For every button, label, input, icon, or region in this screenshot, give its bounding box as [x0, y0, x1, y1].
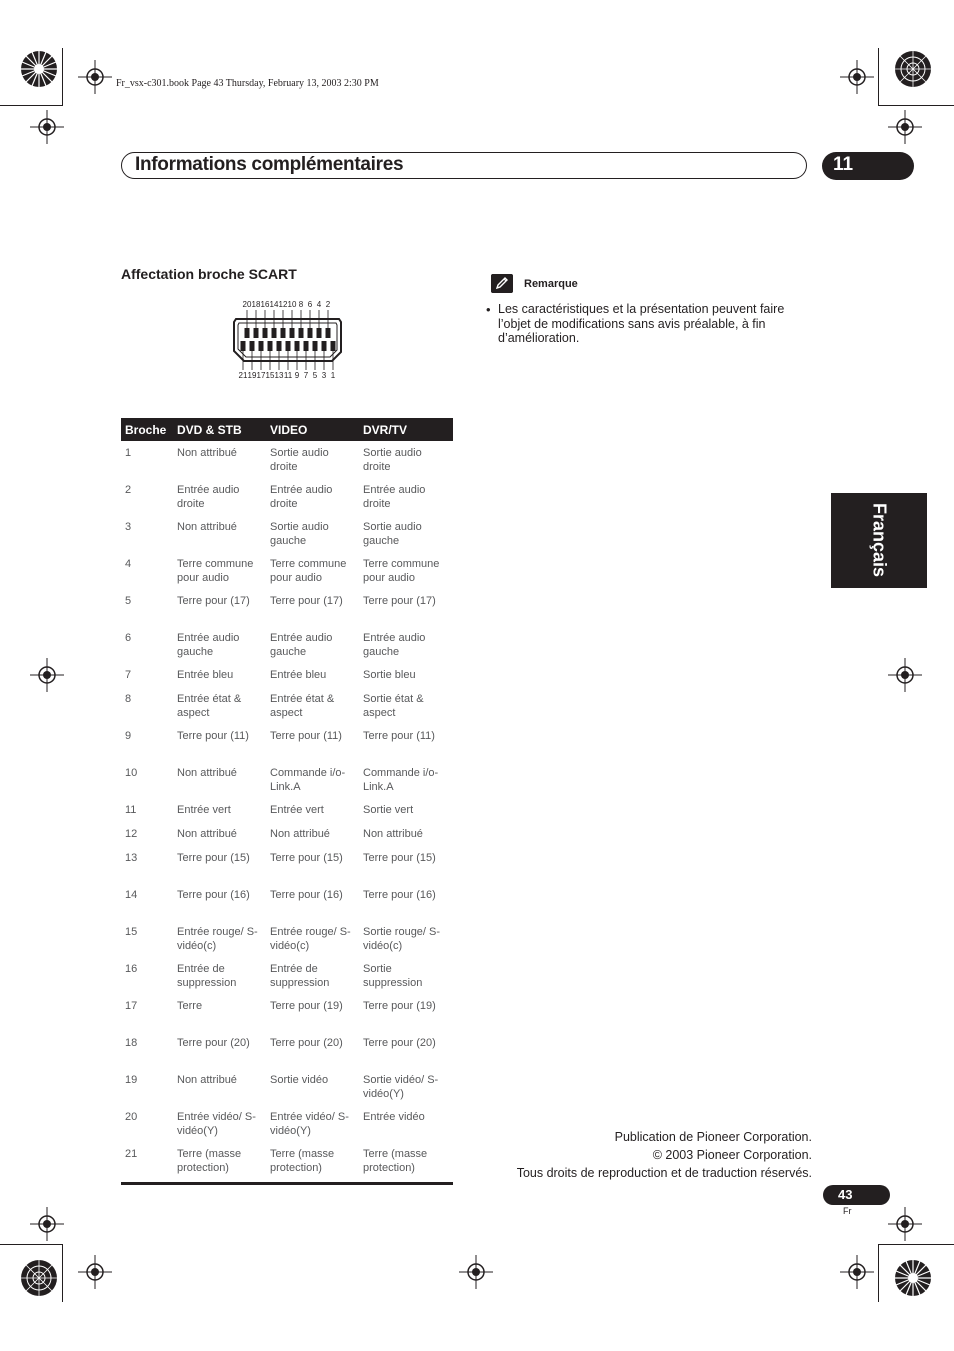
pin-number-cell: 18 — [125, 1037, 138, 1049]
table-cell: Terre pour (11) — [177, 730, 249, 742]
table-row — [121, 1031, 453, 1068]
table-cell: Terre pour (11) — [363, 730, 435, 742]
table-cell: Terre pour (17) — [270, 595, 343, 607]
table-cell: Sortie audio gauche — [363, 521, 422, 547]
page-number: 43 — [838, 1187, 853, 1202]
table-row — [121, 552, 453, 589]
table-cell: Sortie état & aspect — [363, 693, 424, 719]
table-cell: Entrée rouge/ S-vidéo(c) — [177, 926, 258, 952]
pin-contact — [254, 328, 259, 338]
table-cell: Terre pour (20) — [363, 1037, 436, 1049]
table-cell: Terre pour (15) — [270, 852, 343, 864]
pin-label-top: 6 — [307, 300, 313, 309]
pin-label-bottom: 19 — [247, 371, 257, 380]
column-header-dvd-stb: DVD & STB — [173, 418, 266, 441]
table-row — [121, 994, 453, 1031]
pin-contact — [326, 328, 331, 338]
language-code: Fr — [843, 1206, 852, 1216]
pin-label-top: 16 — [260, 300, 270, 309]
pin-label-top: 14 — [269, 300, 279, 309]
table-cell: Entrée vidéo/ S-vidéo(Y) — [270, 1111, 349, 1137]
table-cell: Entrée vidéo/ S-vidéo(Y) — [177, 1111, 256, 1137]
pin-number-cell: 21 — [121, 1142, 173, 1184]
pin-label-bottom: 17 — [256, 371, 266, 380]
pin-label-bottom: 7 — [303, 371, 309, 380]
pin-number-cell: 11 — [125, 804, 137, 816]
pin-number-cell: 4 — [125, 558, 132, 570]
table-cell: Non attribué — [177, 767, 237, 779]
crop-line — [878, 105, 954, 106]
scart-pin-table — [121, 418, 453, 1185]
table-row — [121, 687, 453, 724]
table-cell: Non attribué — [270, 828, 330, 840]
table-row — [121, 589, 453, 626]
pin-number-cell: 12 — [125, 828, 138, 840]
table-cell: Sortie vidéo/ S-vidéo(Y) — [363, 1074, 439, 1100]
pin-number-cell: 14 — [125, 889, 138, 901]
calibration-wheel-icon — [20, 1259, 58, 1297]
table-cell: Sortie audio droite — [270, 447, 329, 473]
calibration-wheel-icon — [20, 50, 58, 88]
table-cell: Entrée bleu — [270, 669, 327, 681]
pin-number-cell: 10 — [125, 767, 138, 779]
table-cell: Sortie rouge/ S-vidéo(c) — [363, 926, 441, 952]
table-row — [121, 957, 453, 994]
crop-line — [62, 1244, 63, 1302]
pin-label-bottom: 3 — [321, 371, 327, 380]
print-header: Fr_vsx-c301.book Page 43 Thursday, February 13, 2003 2:30 PM — [116, 78, 379, 89]
table-row — [121, 883, 453, 920]
table-cell: Entrée état & aspect — [177, 693, 242, 719]
pin-contact — [263, 328, 268, 338]
table-cell: Sortie vidéo — [270, 1074, 329, 1086]
table-cell: Terre commune pour audio — [270, 558, 347, 584]
pin-number-cell: 19 — [125, 1074, 138, 1086]
chapter-number-badge — [822, 152, 914, 180]
footer-copyright: © 2003 Pioneer Corporation. — [652, 1148, 812, 1162]
pin-number-cell: 2 — [125, 484, 132, 496]
table-row — [121, 724, 453, 761]
table-cell: Entrée audio gauche — [363, 632, 426, 658]
registration-mark-icon — [840, 1255, 874, 1289]
pin-label-bottom: 1 — [330, 371, 336, 380]
note-label: Remarque — [524, 278, 578, 290]
table-cell: Terre pour (20) — [177, 1037, 250, 1049]
language-tab-label: Français — [869, 502, 890, 578]
table-row — [121, 1105, 453, 1142]
pin-contact — [317, 328, 322, 338]
table-cell: Entrée vert — [177, 804, 231, 816]
registration-mark-icon — [30, 110, 64, 144]
table-cell: Terre pour (16) — [363, 889, 436, 901]
pin-contact — [281, 328, 286, 338]
pin-label-bottom: 13 — [274, 371, 284, 380]
table-cell: Entrée audio droite — [363, 484, 426, 510]
chapter-number: 11 — [833, 154, 854, 175]
pin-number-cell: 8 — [125, 693, 132, 705]
table-cell: Terre (masse protection) — [173, 1142, 266, 1184]
table-cell: Terre pour (19) — [270, 1000, 343, 1012]
table-cell: Terre pour (20) — [270, 1037, 343, 1049]
pin-label-top: 2 — [325, 300, 331, 309]
table-cell: Sortie audio gauche — [270, 521, 329, 547]
crop-line — [0, 105, 62, 106]
crop-line — [0, 1244, 62, 1245]
pin-number-cell: 7 — [125, 669, 132, 681]
section-title: Affectation broche SCART — [121, 266, 297, 282]
calibration-wheel-icon — [894, 50, 932, 88]
table-cell: Terre pour (17) — [363, 595, 436, 607]
registration-mark-icon — [30, 658, 64, 692]
pin-contact — [290, 328, 295, 338]
pin-contact — [272, 328, 277, 338]
table-cell: Entrée de suppression — [270, 963, 330, 989]
pin-label-bottom: 9 — [294, 371, 300, 380]
table-cell: Non attribué — [177, 1074, 237, 1086]
table-cell: Terre pour (16) — [177, 889, 250, 901]
table-cell: Terre pour (15) — [363, 852, 436, 864]
table-cell: Entrée audio gauche — [270, 632, 333, 658]
pin-number-cell: 5 — [125, 595, 132, 607]
pin-label-top: 10 — [287, 300, 297, 309]
table-cell: Entrée de suppression — [177, 963, 237, 989]
registration-mark-icon — [840, 60, 874, 94]
table-cell: Entrée audio gauche — [177, 632, 240, 658]
table-row — [121, 663, 453, 687]
table-cell: Terre pour (19) — [363, 1000, 436, 1012]
table-row — [121, 515, 453, 552]
crop-line — [62, 48, 63, 106]
pin-label-top: 4 — [316, 300, 322, 309]
table-cell: Entrée bleu — [177, 669, 234, 681]
pencil-icon — [491, 274, 513, 293]
table-row — [121, 846, 453, 883]
table-cell: Entrée audio droite — [177, 484, 240, 510]
table-row — [121, 761, 453, 798]
pin-contact — [299, 328, 304, 338]
pin-number-cell: 1 — [125, 447, 132, 459]
pin-number-cell: 20 — [125, 1111, 138, 1123]
calibration-wheel-icon — [894, 1259, 932, 1297]
footer-publisher: Publication de Pioneer Corporation. — [614, 1130, 812, 1144]
table-cell: Commande i/o-Link.A — [363, 767, 439, 793]
registration-mark-icon — [459, 1255, 493, 1289]
pin-number-cell: 16 — [125, 963, 138, 975]
table-cell: Terre commune pour audio — [363, 558, 440, 584]
crop-line — [878, 48, 879, 106]
table-cell: Terre pour (11) — [270, 730, 342, 742]
table-cell: Terre — [177, 1000, 203, 1012]
pin-label-bottom: 11 — [283, 371, 293, 380]
table-cell: Commande i/o-Link.A — [270, 767, 346, 793]
table-cell: Non attribué — [177, 828, 237, 840]
column-header-video: VIDEO — [266, 418, 359, 441]
column-header-pin: Broche — [121, 418, 173, 441]
table-cell: Sortie suppression — [363, 963, 423, 989]
pin-number-cell: 15 — [125, 926, 138, 938]
pin-label-top: 18 — [251, 300, 261, 309]
table-row — [121, 1068, 453, 1105]
table-cell: Entrée vidéo — [363, 1111, 425, 1123]
table-header-row — [121, 418, 453, 441]
pin-label-top: 12 — [278, 300, 288, 309]
table-cell: Terre pour (16) — [270, 889, 343, 901]
registration-mark-icon — [888, 1207, 922, 1241]
pin-number-cell: 17 — [125, 1000, 138, 1012]
pin-number-cell: 9 — [125, 730, 132, 742]
table-cell: Terre (masse protection) — [266, 1142, 359, 1184]
pin-number-cell: 13 — [125, 852, 138, 864]
table-cell: Non attribué — [177, 447, 237, 459]
table-row — [121, 478, 453, 515]
table-row — [121, 798, 453, 822]
table-cell: Terre pour (15) — [177, 852, 250, 864]
note-bullet: • — [486, 302, 491, 317]
table-cell: Non attribué — [363, 828, 423, 840]
pin-label-bottom: 5 — [312, 371, 318, 380]
table-cell: Entrée état & aspect — [270, 693, 335, 719]
table-row — [121, 920, 453, 957]
language-tab — [831, 493, 927, 588]
table-row — [121, 822, 453, 846]
column-header-dvr-tv: DVR/TV — [359, 418, 453, 441]
registration-mark-icon — [78, 60, 112, 94]
table-cell: Sortie vert — [363, 804, 414, 816]
note-text: Les caractéristiques et la présentation peuvent faire l’objet de modifications sans avis préalable, à fin d’amélioration. — [498, 302, 785, 345]
page-number-badge — [823, 1185, 890, 1205]
pin-label-top: 8 — [298, 300, 304, 309]
pin-label-bottom: 21 — [238, 371, 248, 380]
table-row — [121, 1142, 453, 1184]
table-cell: Sortie audio droite — [363, 447, 422, 473]
registration-mark-icon — [78, 1255, 112, 1289]
pin-number-cell: 3 — [125, 521, 132, 533]
pin-label-top: 20 — [242, 300, 252, 309]
registration-mark-icon — [888, 110, 922, 144]
table-cell: Terre pour (17) — [177, 595, 250, 607]
crop-line — [878, 1244, 954, 1245]
pin-number-cell: 6 — [125, 632, 132, 644]
table-cell: Entrée rouge/ S-vidéo(c) — [270, 926, 351, 952]
table-cell: Terre commune pour audio — [177, 558, 254, 584]
crop-line — [878, 1244, 879, 1302]
pin-contact — [308, 328, 313, 338]
table-cell: Sortie bleu — [363, 669, 416, 681]
pin-label-bottom: 15 — [265, 371, 275, 380]
table-cell: Entrée audio droite — [270, 484, 333, 510]
table-cell: Entrée vert — [270, 804, 324, 816]
table-row — [121, 626, 453, 663]
table-cell: Non attribué — [177, 521, 237, 533]
chapter-title: Informations complémentaires — [135, 154, 404, 175]
registration-mark-icon — [888, 658, 922, 692]
footer-rights: Tous droits de reproduction et de traduction réservés. — [516, 1166, 812, 1180]
registration-mark-icon — [30, 1207, 64, 1241]
pin-contact — [245, 328, 250, 338]
table-cell: Terre (masse protection) — [359, 1142, 453, 1184]
scart-connector-diagram — [226, 294, 351, 382]
table-row — [121, 441, 453, 478]
